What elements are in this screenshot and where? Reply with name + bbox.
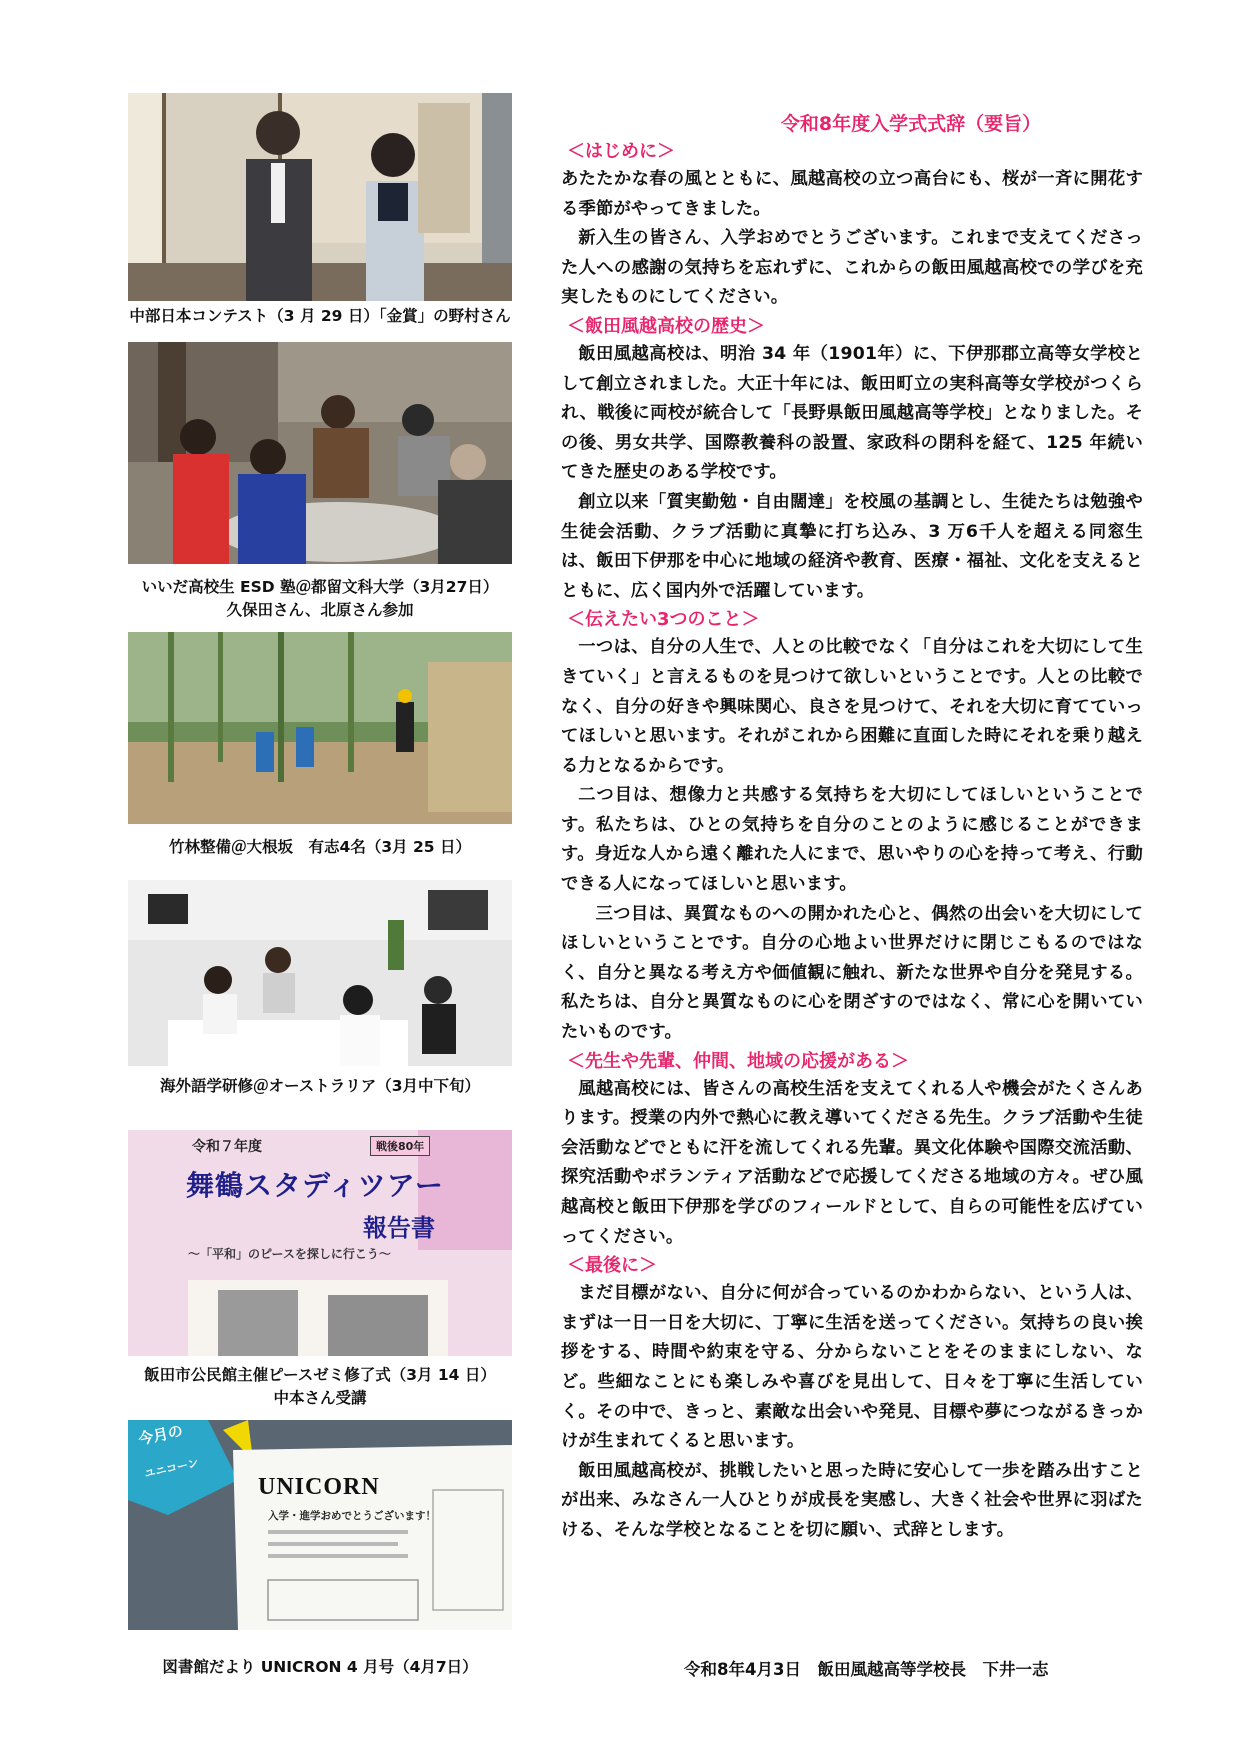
sign-top-label: 令和７年度: [192, 1139, 262, 1155]
photo-caption-bamboo-forest: 竹林整備＠大根坂 有志4名（3月 25 日）: [169, 838, 471, 856]
photo-australia-study: [128, 880, 512, 1066]
paragraph: 飯田風越高校は、明治 34 年（1901年）に、下伊那郡立高等女学校として創立されました。大正十年には、飯田町立の実科高等女学校がつくられ、戦後に両校が統合して「長野県飯田風越高等学校」となりました。その後、男女共学、国際教養科の設置、家政科の閉科を経て、125 年続いてきた歴史のある学校です。: [561, 343, 1143, 483]
section-heading-history: ＜飯田風越高校の歴史＞: [567, 315, 765, 337]
sign-subtitle: 報告書: [363, 1214, 435, 1242]
photo-bamboo-forest: [128, 632, 512, 824]
sign-title: 舞鶴スタディツアー: [186, 1169, 444, 1202]
section-heading-closing: ＜最後に＞: [567, 1255, 657, 1277]
paragraph: まだ目標がない、自分に何が合っているのかわからない、という人は、まずは一日一日を大切に、丁寧に生活を送ってください。気持ちの良い挨拶をする、時間や約束を守る、分からないことをそのままにしない、など。些細なことにも楽しみや喜びを見出して、日々を丁寧に生活していく。その中で、きっと、素敵な出会いや発見、目標や夢につながるきっかけが生まれてくると思います。: [561, 1283, 1143, 1452]
photo-caption-peace-seminar: 飯田市公民館主催ピースゼミ修了式（3月 14 日） 中本さん受講: [144, 1366, 496, 1407]
paragraph: 三つ目は、異質なものへの開かれた心と、偶然の出会いを大切にしてほしいということです。自分の心地よい世界だけに閉じこもるのではなく、自分と異なる考え方や価値観に触れ、新たな世界や自分を発見する。私たちは、自分と異質なものに心を閉ざすのではなく、常に心を開いていたいものです。: [561, 903, 1143, 1043]
paragraph: 飯田風越高校が、挑戦したいと思った時に安心して一歩を踏み出すことが出来、みなさん一人ひとりが成長を実感し、大きく社会や世界に羽ばたける、そんな学校となることを切に願い、式辞とします。: [561, 1460, 1143, 1540]
section-heading-three-things: ＜伝えたい3つのこと＞: [567, 609, 760, 631]
sign-tagline: ～「平和」のピースを探しに行こう～: [188, 1247, 391, 1261]
photo-esd-seminar: [128, 342, 512, 564]
photo-caption-australia-study: 海外語学研修＠オーストラリア（3月中下旬）: [159, 1077, 480, 1095]
sticker-label: 今月の: [136, 1421, 185, 1449]
paragraph: 創立以来「質実勤勉・自由闊達」を校風の基調とし、生徒たちは勉強や生徒会活動、クラブ活動に真摯に打ち込み、3 万6千人を超える同窓生は、飯田下伊那を中心に地域の経済や教育、医療・福祉、文化を支えるとともに、広く国内外で活躍しています。: [561, 491, 1143, 601]
section-heading-support: ＜先生や先輩、仲間、地域の応援がある＞: [567, 1050, 909, 1072]
photo-peace-seminar: [128, 1130, 512, 1356]
speech-article: [561, 110, 1143, 1546]
newsletter-headline: 入学・進学おめでとうございます！: [268, 1510, 436, 1522]
paragraph: あたたかな春の風とともに、風越高校の立つ高台にも、桜が一斉に開花する季節がやってきました。: [561, 169, 1143, 219]
signature: 令和8年4月3日 飯田風越高等学校長 下井一志: [684, 1660, 1049, 1679]
photo-award: [128, 93, 512, 301]
paragraph: 風越高校には、皆さんの高校生活を支えてくれる人や機会がたくさんあります。授業の内外で熱心に教え導いてくださる先生。クラブ活動や生徒会活動などでともに汗を流してくれる先輩。異文化体験や国際交流活動、探究活動やボランティア活動などで応援してくださる地域の方々。ぜひ風越高校と飯田下伊那を学びのフィールドとして、自らの可能性を広げていってください。: [561, 1078, 1143, 1247]
photo-library-newsletter: [128, 1420, 512, 1630]
paragraph: 二つ目は、想像力と共感する気持ちを大切にしてほしいということです。私たちは、ひとの気持ちを自分のことのように感じることができます。身近な人から遠く離れた人にまで、思いやりの心を持って考え、行動できる人になってほしいと思います。: [561, 785, 1143, 895]
section-heading-intro: ＜はじめに＞: [567, 141, 675, 162]
paragraph: 新入生の皆さん、入学おめでとうございます。これまで支えてくださった人への感謝の気持ちを忘れずに、これからの飯田風越高校での学びを充実したものにしてください。: [561, 228, 1143, 308]
photo-caption-esd-seminar: いいだ高校生 ESD 塾＠都留文科大学（3月27日） 久保田さん、北原さん参加: [141, 578, 499, 619]
sign-badge: 戦後80年: [370, 1136, 430, 1156]
sticker-label-2: ユニコーン: [143, 1456, 200, 1481]
paragraph: 一つは、自分の人生で、人との比較でなく「自分はこれを大切にして生きていく」と言えるものを見つけて欲しいということです。人との比較でなく、自分の好きや興味関心、良さを見つけて、それを大切に育てていってほしいと思います。それがこれから困難に直面した時にそれを乗り越える力となるからです。: [561, 637, 1143, 776]
photo-caption-library-newsletter: 図書館だより UNICRON 4 月号（4月7日）: [162, 1658, 478, 1676]
article-title: 令和8年度入学式式辞（要旨）: [780, 113, 1042, 135]
photo-caption-award: 中部日本コンテスト（3 月 29 日）「金賞」の野村さん: [129, 307, 511, 325]
newsletter-title: UNICORN: [258, 1474, 380, 1500]
